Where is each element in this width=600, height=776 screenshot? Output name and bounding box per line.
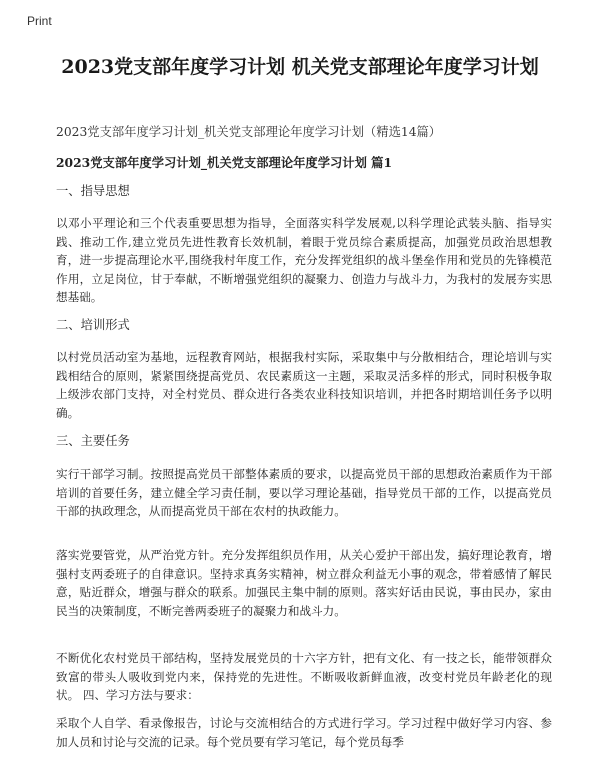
document-subtitle: 2023党支部年度学习计划_机关党支部理论年度学习计划（精选14篇） (56, 125, 442, 139)
paragraph-2: 以村党员活动室为基地，远程教育网站，根据我村实际，采取集中与分散相结合，理论培训与实践相结合的原则，紧紧围绕提高党员、农民素质这一主题，采取灵活多样的形式，同时积极争取上级涉农部门支持，对全村党员、群众进行各类农业科技知识培训，并把各时期培训任务予以明确。 (56, 350, 552, 420)
paragraph-4: 落实党要管党，从严治党方针。充分发挥组织员作用，从关心爱护干部出发，搞好理论教育，增强村支两委班子的自律意识。坚持求真务实精神，树立群众利益无小事的观念，带着感情了解民意，贴近群众，增强与群众的联系。加强民主集中制的原则。落实好话由民说，事由民办，家由民当的决策制度，不断完善两委班子的凝聚力和战斗力。 (56, 548, 552, 618)
heading-training-form: 二、培训形式 (56, 318, 130, 332)
paragraph-3: 实行干部学习制。按照提高党员干部整体素质的要求，以提高党员干部的思想政治素质作为干部培训的首要任务，建立健全学习责任制，要以学习理论基础，指导党员干部的工作，以提高党员干部的执政理念，从而提高党员干部在农村的执政能力。 (56, 467, 552, 518)
paragraph-6: 采取个人自学、看录像报告，讨论与交流相结合的方式进行学习。学习过程中做好学习内容、参加人员和讨论与交流的记录。每个党员要有学习笔记，每个党员每季 (56, 716, 552, 749)
heading-guiding-ideology: 一、指导思想 (56, 184, 130, 198)
section-title: 2023党支部年度学习计划_机关党支部理论年度学习计划 篇1 (56, 155, 393, 170)
paragraph-1: 以邓小平理论和三个代表重要思想为指导，全面落实科学发展观,以科学理论武装头脑、指导实践、推动工作,建立党员先进性教育长效机制，着眼于党员综合素质提高，加强党员政治思想教育，进一步提高理论水平,围绕我村年度工作，充分发挥党组织的战斗堡垒作用和党员的先锋模范作用，立足岗位，甘于奉献，不断增强党组织的凝聚力、创造力与战斗力，为我村的发展夯实思想基础。 (56, 216, 552, 304)
paragraph-5: 不断优化农村党员干部结构，坚持发展党员的十六字方针，把有文化、有一技之长，能带领群众致富的带头人吸收到党内来，保持党的先进性。不断吸收新鲜血液，改变村党员年龄老化的现状。 四、学习方法与要求： (56, 651, 552, 702)
heading-main-tasks: 三、主要任务 (56, 434, 130, 448)
print-link[interactable]: Print (27, 14, 52, 28)
page-title: 2023党支部年度学习计划 机关党支部理论年度学习计划 (61, 56, 539, 78)
